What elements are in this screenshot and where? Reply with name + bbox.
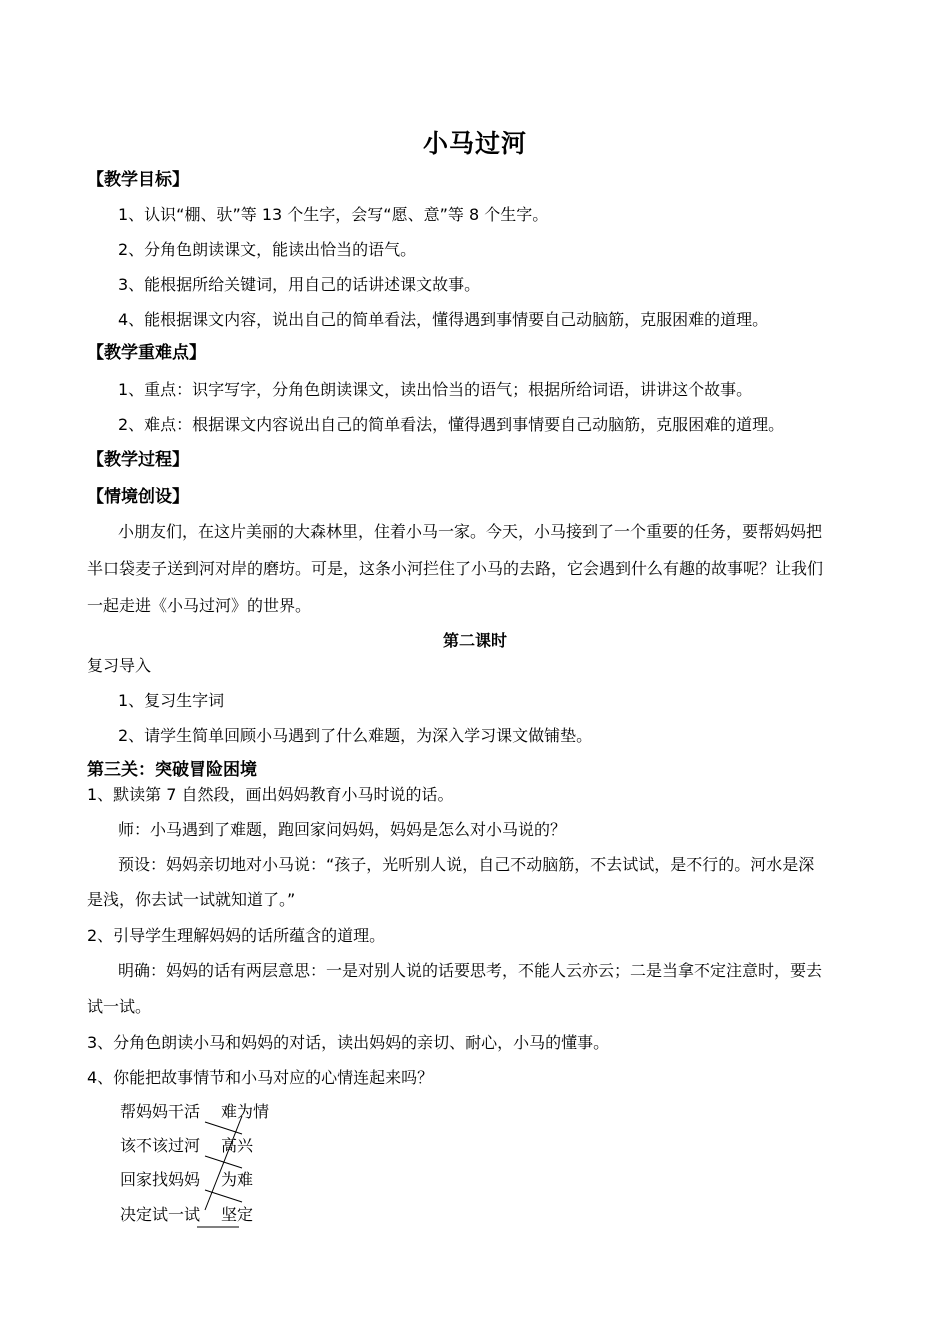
match-left-item: 决定试一试	[120, 1205, 201, 1224]
match-right-item: 高兴	[221, 1136, 254, 1155]
scenario-line: 一起走进《小马过河》的世界。	[87, 596, 312, 615]
key-points-heading: 【教学重难点】	[87, 343, 206, 363]
key-point-item: 1、重点：识字写字，分角色朗读课文，读出恰当的语气；根据所给词语，讲讲这个故事。	[118, 380, 753, 399]
review-item: 2、请学生简单回顾小马遇到了什么难题，为深入学习课文做铺垫。	[118, 726, 593, 745]
goal-item: 2、分角色朗读课文，能读出恰当的语气。	[118, 240, 417, 259]
goal-item: 4、能根据课文内容，说出自己的简单看法，懂得遇到事情要自己动脑筋，克服困难的道理。	[118, 310, 769, 329]
match-right-item: 难为情	[221, 1102, 270, 1121]
match-left-item: 回家找妈妈	[120, 1170, 201, 1189]
preset-answer: 是浅，你去试一试就知道了。”	[87, 890, 296, 909]
clarification: 明确：妈妈的话有两层意思：一是对别人说的话要思考，不能人云亦云；二是当拿不定注意时，要去	[118, 961, 823, 980]
level3-heading: 第三关：突破冒险困境	[87, 760, 257, 780]
level3-step: 4、你能把故事情节和小马对应的心情连起来吗？	[87, 1068, 434, 1087]
scenario-line: 半口袋麦子送到河对岸的磨坊。可是，这条小河拦住了小马的去路，它会遇到什么有趣的故事呢？让我们	[87, 559, 824, 578]
match-right-item: 为难	[221, 1170, 254, 1189]
scenario-line: 小朋友们，在这片美丽的大森林里，住着小马一家。今天，小马接到了一个重要的任务，要帮妈妈把	[118, 522, 823, 541]
process-heading: 【教学过程】	[87, 450, 189, 470]
level3-step: 2、引导学生理解妈妈的话所蕴含的道理。	[87, 926, 386, 945]
lesson2-heading: 第二课时	[442, 631, 507, 650]
teacher-question: 师：小马遇到了难题，跑回家问妈妈，妈妈是怎么对小马说的？	[118, 820, 567, 839]
match-right-item: 坚定	[221, 1205, 254, 1224]
page-title: 小马过河	[422, 129, 527, 158]
match-left-item: 该不该过河	[120, 1136, 201, 1155]
key-point-item: 2、难点：根据课文内容说出自己的简单看法，懂得遇到事情要自己动脑筋，克服困难的道理。	[118, 415, 785, 434]
clarification: 试一试。	[87, 997, 152, 1016]
goal-item: 3、能根据所给关键词，用自己的话讲述课文故事。	[118, 275, 481, 294]
match-line	[205, 1122, 242, 1134]
goal-item: 1、认识“棚、驮”等 13 个生字，会写“愿、意”等 8 个生字。	[118, 205, 549, 224]
level3-step: 3、分角色朗读小马和妈妈的对话，读出妈妈的亲切、耐心，小马的懂事。	[87, 1033, 610, 1052]
preset-answer: 预设：妈妈亲切地对小马说：“孩子，光听别人说，自己不动脑筋，不去试试，是不行的。河水是深	[118, 855, 815, 874]
match-left-item: 帮妈妈干活	[120, 1102, 201, 1121]
scenario-heading: 【情境创设】	[87, 487, 189, 507]
level3-step: 1、默读第 7 自然段，画出妈妈教育小马时说的话。	[87, 785, 454, 804]
goals-heading: 【教学目标】	[87, 170, 189, 190]
review-label: 复习导入	[87, 656, 152, 675]
review-item: 1、复习生字词	[118, 691, 225, 710]
